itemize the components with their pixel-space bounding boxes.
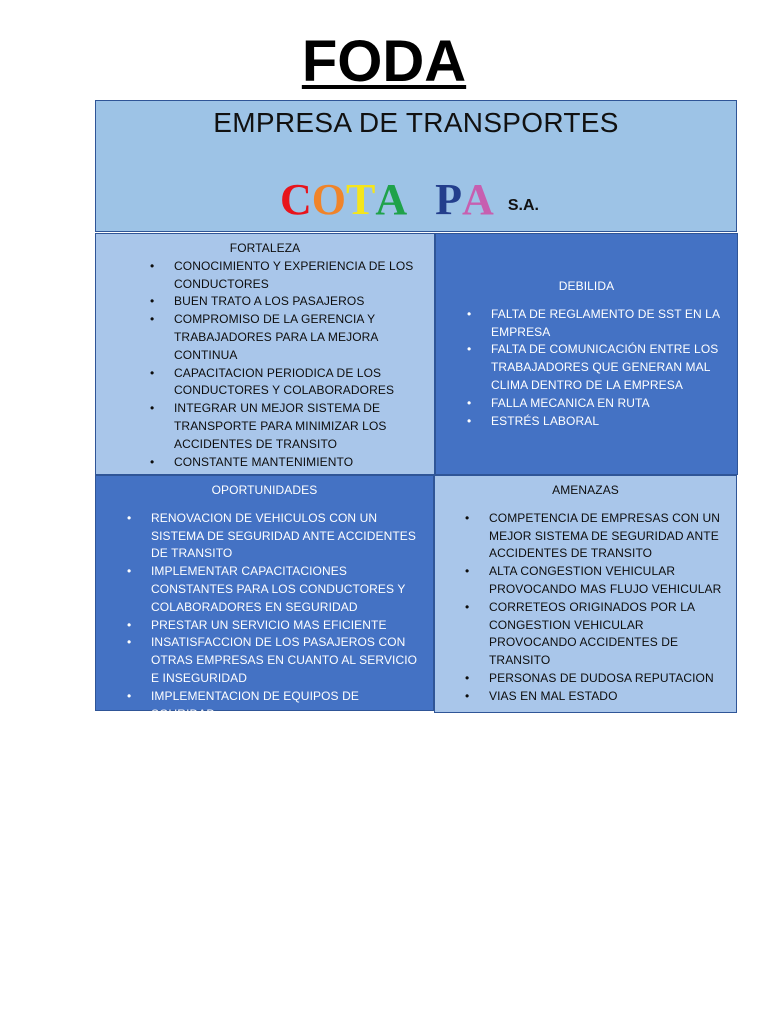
logo-letter-c: C — [280, 175, 312, 224]
fortaleza-item-text: CAPACITACION PERIODICA DE LOS CONDUCTORES Y COLABORADORES — [174, 365, 395, 398]
logo-letter-a: A — [375, 175, 408, 224]
oportunidades-item — [127, 617, 425, 635]
oportunidades-item — [127, 510, 425, 563]
fortaleza-quadrant — [95, 233, 435, 475]
bullet-icon: • — [127, 617, 132, 632]
debilidad-item-text: FALLA MECANICA EN RUTA — [491, 395, 650, 410]
debilidad-item — [467, 395, 727, 413]
debilidad-heading: DEBILIDA — [558, 279, 615, 293]
debilidad-item-text: ESTRÉS LABORAL — [491, 413, 600, 428]
bullet-icon: • — [465, 564, 470, 579]
oportunidades-heading: OPORTUNIDADES — [211, 483, 318, 497]
amenazas-heading: AMENAZAS — [552, 483, 619, 497]
fortaleza-item — [150, 311, 426, 364]
bullet-icon: • — [150, 454, 155, 469]
fortaleza-list — [150, 258, 426, 472]
oportunidades-item-text: IMPLEMENTAR CAPACITACIONES CONSTANTES PARA LOS CONDUCTORES Y COLABORADORES EN SEGURIDAD — [151, 564, 406, 614]
oportunidades-item — [127, 688, 425, 724]
bullet-icon: • — [465, 670, 470, 685]
bullet-icon: • — [467, 395, 472, 410]
bullet-icon: • — [467, 413, 472, 428]
bullet-icon: • — [150, 294, 155, 309]
amenazas-item-text: COMPETENCIA DE EMPRESAS CON UN MEJOR SISTEMA DE SEGURIDAD ANTE ACCIDENTES DE TRANSITO — [489, 510, 721, 561]
fortaleza-item-text: CONSTANTE MANTENIMIENTO — [174, 454, 354, 469]
fortaleza-heading: FORTALEZA — [229, 241, 301, 255]
amenazas-item — [465, 510, 730, 563]
bullet-icon: • — [150, 401, 155, 416]
oportunidades-list — [127, 510, 425, 724]
bullet-icon: • — [127, 688, 132, 703]
fortaleza-item-text: INTEGRAR UN MEJOR SISTEMA DE TRANSPORTE PARA MINIMIZAR LOS ACCIDENTES DE TRANSITO — [174, 401, 387, 451]
oportunidades-quadrant — [95, 475, 434, 721]
bullet-icon: • — [150, 258, 155, 273]
oportunidades-item — [127, 563, 425, 616]
oportunidades-item-text: IMPLEMENTACION DE EQUIPOS DE SGURIDAD — [151, 688, 359, 721]
debilidad-quadrant — [435, 233, 738, 475]
fortaleza-item — [150, 400, 426, 453]
amenazas-item-text: VIAS EN MAL ESTADO — [489, 688, 618, 703]
amenazas-item — [465, 670, 730, 688]
page-title: FODA — [301, 29, 467, 94]
fortaleza-item-text: CONOCIMIENTO Y EXPERIENCIA DE LOS CONDUCTORES — [174, 258, 414, 291]
logo-letter-o: O — [311, 175, 347, 224]
amenazas-item-text: ALTA CONGESTION VEHICULAR PROVOCANDO MAS FLUJO VEHICULAR — [489, 564, 722, 596]
bullet-icon: • — [127, 635, 132, 650]
bullet-icon: • — [467, 342, 472, 357]
bullet-icon: • — [127, 564, 132, 579]
logo-letter-p: P — [435, 175, 463, 224]
bullet-icon: • — [150, 312, 155, 327]
debilidad-list — [467, 306, 727, 431]
amenazas-quadrant — [434, 475, 737, 713]
logo-letter-a2: A — [462, 175, 494, 224]
oportunidades-item — [127, 634, 425, 687]
debilidad-item-text: FALTA DE REGLAMENTO DE SST EN LA EMPRESA — [491, 306, 720, 339]
company-logo — [280, 175, 539, 225]
fortaleza-item — [150, 365, 426, 401]
oportunidades-item-text: PRESTAR UN SERVICIO MAS EFICIENTE — [151, 617, 387, 632]
oportunidades-item-text: INSATISFACCION DE LOS PASAJEROS CON OTRAS EMPRESAS EN CUANTO AL SERVICIO E INSEGURIDAD — [151, 635, 418, 685]
fortaleza-item-text: BUEN TRATO A LOS PASAJEROS — [174, 294, 365, 309]
amenazas-item-text: PERSONAS DE DUDOSA REPUTACION — [489, 670, 714, 685]
logo-suffix: S.A. — [507, 197, 539, 214]
amenazas-list — [465, 510, 730, 706]
company-header — [95, 100, 737, 232]
bullet-icon: • — [465, 510, 470, 525]
amenazas-item-text: CORRETEOS ORIGINADOS POR LA CONGESTION VEHICULAR PROVOCANDO ACCIDENTES DE TRANSITO — [489, 599, 695, 668]
bullet-icon: • — [465, 599, 470, 614]
debilidad-item — [467, 413, 727, 431]
oportunidades-item-text: RENOVACION DE VEHICULOS CON UN SISTEMA DE SEGURIDAD ANTE ACCIDENTES DE TRANSITO — [151, 510, 416, 561]
fortaleza-item — [150, 454, 426, 472]
fortaleza-item-text: COMPROMISO DE LA GERENCIA Y TRABAJADORES PARA LA MEJORA CONTINUA — [174, 312, 378, 362]
bullet-icon: • — [150, 365, 155, 380]
company-name: EMPRESA DE TRANSPORTES — [213, 107, 619, 138]
amenazas-item — [465, 688, 730, 706]
debilidad-item-text: FALTA DE COMUNICACIÓN ENTRE LOS TRABAJADORES QUE GENERAN MAL CLIMA DENTRO DE LA EMPRESA — [491, 342, 719, 392]
bullet-icon: • — [467, 306, 472, 321]
bullet-icon: • — [127, 510, 132, 525]
debilidad-item — [467, 341, 727, 394]
fortaleza-item — [150, 293, 426, 311]
debilidad-item — [467, 306, 727, 342]
fortaleza-item — [150, 258, 426, 294]
amenazas-item — [465, 599, 730, 670]
bullet-icon: • — [465, 688, 470, 703]
logo-letter-t: T — [346, 175, 376, 224]
amenazas-item — [465, 563, 730, 599]
